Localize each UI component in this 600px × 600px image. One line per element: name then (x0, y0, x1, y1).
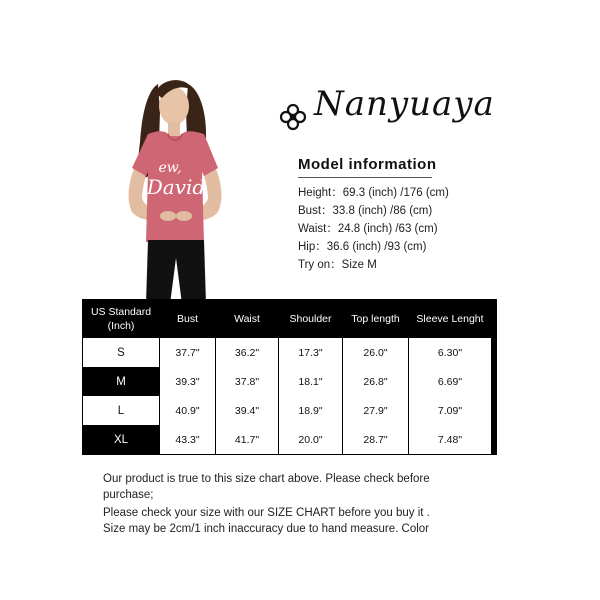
size-l-label: L (83, 396, 159, 425)
size-s-shoulder: 17.3" (279, 338, 342, 367)
size-m-shoulder: 18.1" (279, 367, 342, 396)
header-sleeve-length: Sleeve Lenght (409, 300, 491, 338)
model-photo (118, 72, 234, 304)
size-xl-shoulder: 20.0" (279, 425, 342, 454)
header-waist: Waist (216, 300, 278, 338)
model-info-title: Model information (298, 156, 437, 173)
header-us-standard: US Standard (Inch) (83, 300, 159, 338)
size-m-sleeve-length: 6.69" (409, 367, 491, 396)
size-m-top-length: 26.8" (343, 367, 408, 396)
header-bust: Bust (160, 300, 215, 338)
note-line-3: Please check your size with our SIZE CHART before you buy it . (103, 507, 430, 519)
model-waist: Waist：24.8 (inch) /63 (cm) (298, 223, 438, 235)
size-s-label: S (83, 338, 159, 367)
size-l-shoulder: 18.9" (279, 396, 342, 425)
size-m-bust: 39.3" (160, 367, 215, 396)
note-line-1: Our product is true to this size chart above. Please check before (103, 473, 430, 485)
model-hip: Hip：36.6 (inch) /93 (cm) (298, 241, 427, 253)
brand (278, 82, 528, 142)
size-xl-bust: 43.3" (160, 425, 215, 454)
size-s-sleeve-length: 6.30" (409, 338, 491, 367)
size-xl-top-length: 28.7" (343, 425, 408, 454)
size-l-bust: 40.9" (160, 396, 215, 425)
note-line-2: purchase; (103, 489, 154, 501)
size-l-waist: 39.4" (216, 396, 278, 425)
brand-name: Nanyuaya (314, 84, 495, 124)
shirt-print-line2: David (146, 175, 206, 199)
size-s-bust: 37.7" (160, 338, 215, 367)
brand-logo-icon (278, 102, 308, 132)
size-m-label: M (83, 367, 159, 396)
size-xl-waist: 41.7" (216, 425, 278, 454)
size-s-waist: 36.2" (216, 338, 278, 367)
header-top-length: Top length (343, 300, 408, 338)
header-shoulder: Shoulder (279, 300, 342, 338)
size-l-sleeve-length: 7.09" (409, 396, 491, 425)
model-info-divider (298, 177, 432, 178)
note-line-4: Size may be 2cm/1 inch inaccuracy due to hand measure. Color (103, 523, 429, 535)
model-try-on: Try on：Size M (298, 259, 377, 271)
model-information (298, 156, 548, 274)
model-pants (146, 240, 206, 304)
size-l-top-length: 27.9" (343, 396, 408, 425)
shirt-print-line1: ew, (158, 160, 182, 176)
size-xl-sleeve-length: 7.48" (409, 425, 491, 454)
size-chart-table (82, 299, 497, 455)
size-s-top-length: 26.0" (343, 338, 408, 367)
size-xl-label: XL (83, 425, 159, 454)
model-height: Height：69.3 (inch) /176 (cm) (298, 187, 449, 199)
size-notes (103, 471, 503, 537)
size-m-waist: 37.8" (216, 367, 278, 396)
model-bust: Bust：33.8 (inch) /86 (cm) (298, 205, 433, 217)
